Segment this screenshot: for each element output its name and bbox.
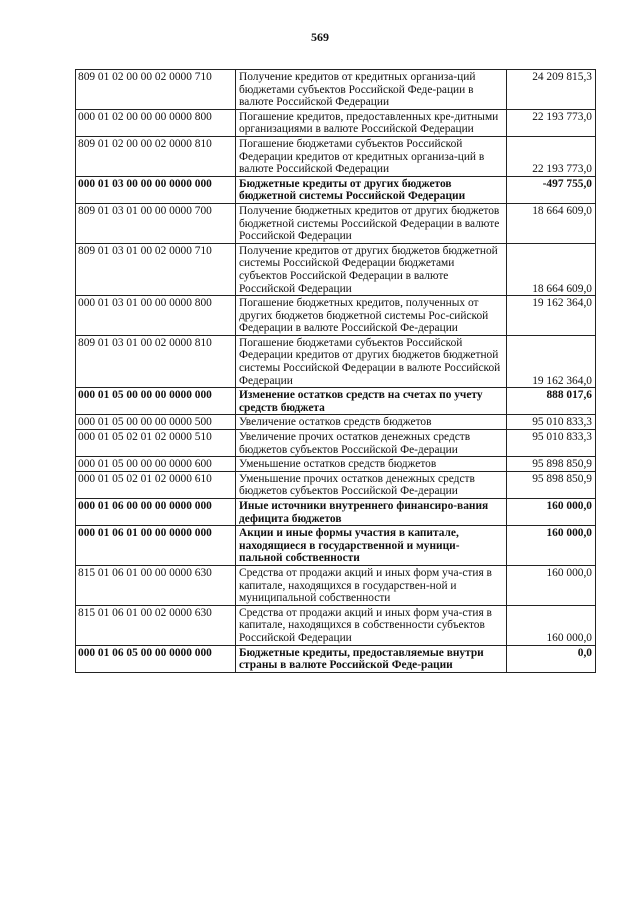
table-row xyxy=(76,565,596,605)
budget-code-cell: 000 01 05 02 01 02 0000 610 xyxy=(76,471,236,498)
budget-code-cell: 000 01 05 00 00 00 0000 000 xyxy=(76,388,236,415)
amount-cell: 0,0 xyxy=(507,645,596,672)
amount-cell: 18 664 609,0 xyxy=(507,243,596,295)
source-name-cell: Средства от продажи акций и иных форм уча-стия в капитале, находящихся в собственности субъектов Российской Федерации xyxy=(236,605,507,645)
source-name-cell: Иные источники внутреннего финансиро-вания дефицита бюджетов xyxy=(236,499,507,526)
table-row xyxy=(76,645,596,672)
source-name-cell: Увеличение прочих остатков денежных средств бюджетов субъектов Российской Фе-дерации xyxy=(236,430,507,457)
budget-code-cell: 815 01 06 01 00 00 0000 630 xyxy=(76,565,236,605)
source-name-cell: Уменьшение остатков средств бюджетов xyxy=(236,457,507,472)
table-row xyxy=(76,415,596,430)
amount-cell: 160 000,0 xyxy=(507,526,596,566)
amount-cell: 22 193 773,0 xyxy=(507,136,596,176)
amount-cell: 24 209 815,3 xyxy=(507,70,596,110)
budget-code-cell: 000 01 03 01 00 00 0000 800 xyxy=(76,296,236,336)
amount-cell: 19 162 364,0 xyxy=(507,335,596,387)
source-name-cell: Погашение кредитов, предоставленных кре-дитными организациями в валюте Российской Федерации xyxy=(236,109,507,136)
source-name-cell: Увеличение остатков средств бюджетов xyxy=(236,415,507,430)
amount-cell: 160 000,0 xyxy=(507,499,596,526)
source-name-cell: Бюджетные кредиты, предоставляемые внутри страны в валюте Российской Феде-рации xyxy=(236,645,507,672)
table-row xyxy=(76,605,596,645)
source-name-cell: Бюджетные кредиты от других бюджетов бюджетной системы Российской Федерации xyxy=(236,176,507,203)
budget-sources-table xyxy=(75,69,596,673)
source-name-cell: Изменение остатков средств на счетах по учету средств бюджета xyxy=(236,388,507,415)
source-name-cell: Получение кредитов от кредитных организа-ций бюджетами субъектов Российской Феде-рации в валюте Российской Федерации xyxy=(236,70,507,110)
table-body xyxy=(76,70,596,673)
table-row xyxy=(76,457,596,472)
budget-code-cell: 809 01 03 01 00 02 0000 810 xyxy=(76,335,236,387)
amount-cell: -497 755,0 xyxy=(507,176,596,203)
table-row xyxy=(76,70,596,110)
source-name-cell: Уменьшение прочих остатков денежных средств бюджетов субъектов Российской Фе-дерации xyxy=(236,471,507,498)
budget-code-cell: 000 01 05 02 01 02 0000 510 xyxy=(76,430,236,457)
amount-cell: 160 000,0 xyxy=(507,565,596,605)
amount-cell: 19 162 364,0 xyxy=(507,296,596,336)
budget-code-cell: 000 01 03 00 00 00 0000 000 xyxy=(76,176,236,203)
amount-cell: 95 010 833,3 xyxy=(507,415,596,430)
budget-code-cell: 000 01 06 05 00 00 0000 000 xyxy=(76,645,236,672)
source-name-cell: Получение кредитов от других бюджетов бюджетной системы Российской Федерации бюджетами субъектов Российской Федерации в валюте Российской Федерации xyxy=(236,243,507,295)
table-row xyxy=(76,243,596,295)
budget-code-cell: 809 01 03 01 00 00 0000 700 xyxy=(76,203,236,243)
source-name-cell: Погашение бюджетами субъектов Российской Федерации кредитов от кредитных организа-ций в валюте Российской Федерации xyxy=(236,136,507,176)
source-name-cell: Получение бюджетных кредитов от других бюджетов бюджетной системы Российской Федерации в валюте Российской Федерации xyxy=(236,203,507,243)
table-row xyxy=(76,335,596,387)
budget-code-cell: 809 01 02 00 00 02 0000 810 xyxy=(76,136,236,176)
table-row xyxy=(76,430,596,457)
source-name-cell: Средства от продажи акций и иных форм уча-стия в капитале, находящихся в государствен-ной и муниципальной собственности xyxy=(236,565,507,605)
table-row xyxy=(76,499,596,526)
table-row xyxy=(76,109,596,136)
table-row xyxy=(76,136,596,176)
amount-cell: 18 664 609,0 xyxy=(507,203,596,243)
table-row xyxy=(76,203,596,243)
table-row xyxy=(76,176,596,203)
amount-cell: 95 898 850,9 xyxy=(507,471,596,498)
source-name-cell: Акции и иные формы участия в капитале, находящиеся в государственной и муници-пальной собственности xyxy=(236,526,507,566)
source-name-cell: Погашение бюджетами субъектов Российской Федерации кредитов от других бюджетов бюджетной системы Российской Федерации в валюте Российской Федерации xyxy=(236,335,507,387)
amount-cell: 888 017,6 xyxy=(507,388,596,415)
amount-cell: 95 010 833,3 xyxy=(507,430,596,457)
source-name-cell: Погашение бюджетных кредитов, полученных от других бюджетов бюджетной системы Рос-сийской Федерации в валюте Российской Фе-дерации xyxy=(236,296,507,336)
budget-code-cell: 815 01 06 01 00 02 0000 630 xyxy=(76,605,236,645)
budget-code-cell: 000 01 05 00 00 00 0000 500 xyxy=(76,415,236,430)
table-row xyxy=(76,388,596,415)
budget-code-cell: 000 01 05 00 00 00 0000 600 xyxy=(76,457,236,472)
table-row xyxy=(76,526,596,566)
budget-code-cell: 000 01 06 00 00 00 0000 000 xyxy=(76,499,236,526)
page-number: 569 xyxy=(311,30,329,44)
table-row xyxy=(76,471,596,498)
amount-cell: 160 000,0 xyxy=(507,605,596,645)
budget-code-cell: 000 01 02 00 00 00 0000 800 xyxy=(76,109,236,136)
table-row xyxy=(76,296,596,336)
budget-code-cell: 000 01 06 01 00 00 0000 000 xyxy=(76,526,236,566)
budget-code-cell: 809 01 03 01 00 02 0000 710 xyxy=(76,243,236,295)
amount-cell: 95 898 850,9 xyxy=(507,457,596,472)
amount-cell: 22 193 773,0 xyxy=(507,109,596,136)
budget-code-cell: 809 01 02 00 00 02 0000 710 xyxy=(76,70,236,110)
